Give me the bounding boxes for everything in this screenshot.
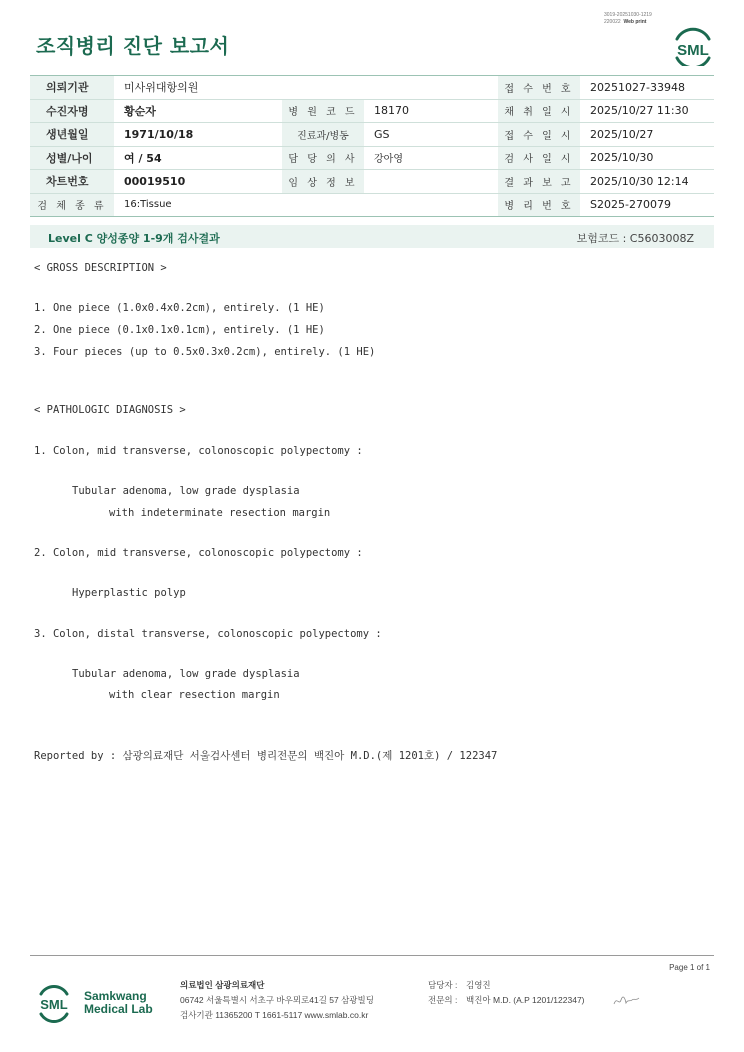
- info-row: [30, 76, 714, 100]
- value-sex-age: 여 / 54: [114, 146, 282, 170]
- value-hospital-code: 18170: [364, 99, 498, 123]
- value-specimen-type: 16:Tissue: [114, 193, 498, 217]
- sml-logo-text: SML: [677, 42, 709, 59]
- print-metadata: [604, 12, 652, 26]
- specialist-name: 백진아 M.D. (A.P 1201/122347): [466, 995, 585, 1005]
- value-receipt-date: 2025/10/27: [580, 123, 714, 147]
- gross-item: 3. Four pieces (up to 0.5x0.3x0.2cm), entirely. (1 HE): [34, 346, 376, 358]
- info-row: [30, 99, 714, 123]
- diagnosis-3-finding: Tubular adenoma, low grade dysplasia: [72, 668, 300, 680]
- value-department: GS: [364, 123, 498, 147]
- label-chart-number: 차트번호: [30, 170, 114, 194]
- gross-description-header: < GROSS DESCRIPTION >: [34, 262, 167, 274]
- footer-divider: [30, 955, 714, 956]
- label-birth-date: 생년월일: [30, 123, 114, 147]
- label-patient-name: 수진자명: [30, 99, 114, 123]
- insurance-code: 보험코드 : C5603008Z: [576, 232, 694, 245]
- brand-name: [84, 990, 153, 1016]
- label-requesting-institution: 의뢰기관: [30, 76, 114, 100]
- web-print-label: Web print: [623, 19, 647, 25]
- sml-footer-logo-text: SML: [40, 997, 68, 1012]
- diagnosis-2-title: 2. Colon, mid transverse, colonoscopic polypectomy :: [34, 547, 363, 559]
- print-code: 3019-20251030-1219: [604, 12, 652, 18]
- reported-by: Reported by : 삼광의료재단 서울검사센터 병리전문의 백진아 M.D.(제 1201호) / 122347: [34, 750, 498, 762]
- sml-footer-logo: [36, 980, 72, 1026]
- value-exam-date: 2025/10/30: [580, 146, 714, 170]
- value-requesting-institution: 미사위대항의원: [114, 76, 498, 100]
- info-row: [30, 146, 714, 170]
- label-specimen-type: 검 체 종 류: [30, 193, 114, 217]
- label-department: 진료과/병동: [282, 123, 364, 147]
- value-attending-doctor: 강아영: [364, 146, 498, 170]
- gross-item: 1. One piece (1.0x0.4x0.2cm), entirely. (1 HE): [34, 302, 325, 314]
- result-header-bar: [30, 225, 714, 248]
- diagnosis-1-margin: with indeterminate resection margin: [109, 507, 331, 519]
- label-receipt-date: 접 수 일 시: [498, 123, 580, 147]
- pathologic-diagnosis-header: < PATHOLOGIC DIAGNOSIS >: [34, 404, 186, 416]
- page-number: Page 1 of 1: [669, 963, 710, 972]
- diagnosis-3-title: 3. Colon, distal transverse, colonoscopic polypectomy :: [34, 628, 382, 640]
- patient-info-table: [30, 75, 714, 217]
- brand-line-2: Medical Lab: [84, 1002, 153, 1016]
- specialist-label: 전문의 :: [428, 995, 458, 1005]
- label-exam-date: 검 사 일 시: [498, 146, 580, 170]
- label-receipt-number: 접 수 번 호: [498, 76, 580, 100]
- info-row: [30, 123, 714, 147]
- staff-name: 김영진: [466, 980, 491, 990]
- gross-item: 2. One piece (0.1x0.1x0.1cm), entirely. (1 HE): [34, 324, 325, 336]
- value-patient-name: 황순자: [114, 99, 282, 123]
- label-sex-age: 성별/나이: [30, 146, 114, 170]
- label-hospital-code: 병 원 코 드: [282, 99, 364, 123]
- org-info: [180, 978, 374, 1023]
- label-collection-datetime: 채 취 일 시: [498, 99, 580, 123]
- org-name: 의료법인 삼광의료재단: [180, 980, 265, 990]
- info-row: [30, 193, 714, 217]
- signature: [612, 994, 640, 1008]
- result-title: Level C 양성종양 1-9개 검사결과: [48, 232, 220, 245]
- value-pathology-number: S2025-270079: [580, 193, 714, 217]
- print-code-2: 220022: [604, 19, 621, 25]
- diagnosis-1-finding: Tubular adenoma, low grade dysplasia: [72, 485, 300, 497]
- value-chart-number: 00019510: [114, 170, 282, 194]
- org-address: 06742 서울특별시 서초구 바우뫼로41길 57 삼광빌딩: [180, 995, 374, 1005]
- staff-label: 담당자 :: [428, 980, 458, 990]
- label-clinical-info: 임 상 정 보: [282, 170, 364, 194]
- value-result-report: 2025/10/30 12:14: [580, 170, 714, 194]
- diagnosis-2-finding: Hyperplastic polyp: [72, 587, 186, 599]
- label-attending-doctor: 담 당 의 사: [282, 146, 364, 170]
- diagnosis-3-margin: with clear resection margin: [109, 689, 280, 701]
- info-row: [30, 170, 714, 194]
- org-contact: 검사기관 11365200 T 1661-5117 www.smlab.co.kr: [180, 1010, 369, 1020]
- label-result-report: 결 과 보 고: [498, 170, 580, 194]
- label-pathology-number: 병 리 번 호: [498, 193, 580, 217]
- diagnosis-1-title: 1. Colon, mid transverse, colonoscopic polypectomy :: [34, 445, 363, 457]
- value-receipt-number: 20251027-33948: [580, 76, 714, 100]
- brand-line-1: Samkwang: [84, 989, 147, 1003]
- sml-logo: [672, 26, 714, 66]
- value-collection-datetime: 2025/10/27 11:30: [580, 99, 714, 123]
- report-title: 조직병리 진단 보고서: [36, 34, 230, 58]
- value-clinical-info: [364, 170, 498, 194]
- staff-info: [428, 978, 585, 1008]
- value-birth-date: 1971/10/18: [114, 123, 282, 147]
